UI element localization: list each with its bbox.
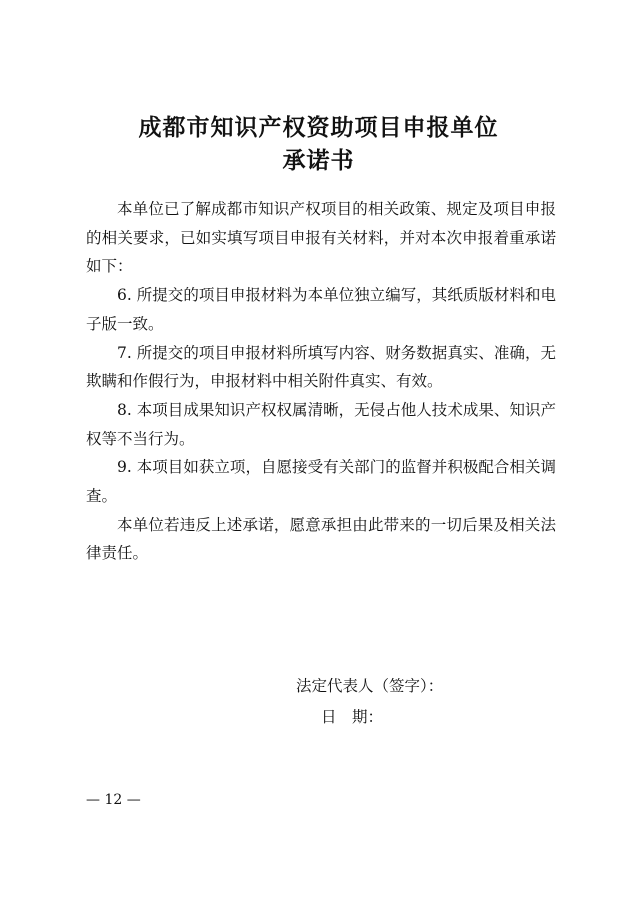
document-title-line1: 成都市知识产权资助项目申报单位 <box>138 114 499 141</box>
paragraph-intro: 本单位已了解成都市知识产权项目的相关政策、规定及项目申报的相关要求，已如实填写项目申报有关材料，并对本次申报着重承诺如下： <box>86 200 556 276</box>
page-number: — 12 — <box>86 792 141 808</box>
paragraph-item-8: 8. 本项目成果知识产权权属清晰，无侵占他人技术成果、知识产权等不当行为。 <box>86 400 556 448</box>
document-body <box>86 195 556 568</box>
paragraph-item-9: 9. 本项目如获立项，自愿接受有关部门的监督并积极配合相关调查。 <box>86 458 556 506</box>
document-title-line2: 承诺书 <box>282 147 355 174</box>
paragraph-item-7: 7. 所提交的项目申报材料所填写内容、财务数据真实、准确，无欺瞒和作假行为，申报材料中相关附件真实、有效。 <box>86 343 556 391</box>
paragraph-closing: 本单位若违反上述承诺，愿意承担由此带来的一切后果及相关法律责任。 <box>86 515 556 563</box>
signature-label: 法定代表人（签字）： <box>296 677 444 695</box>
paragraph-item-6: 6. 所提交的项目申报材料为本单位独立编写，其纸质版材料和电子版一致。 <box>86 286 556 333</box>
date-label: 日 期： <box>321 708 384 726</box>
